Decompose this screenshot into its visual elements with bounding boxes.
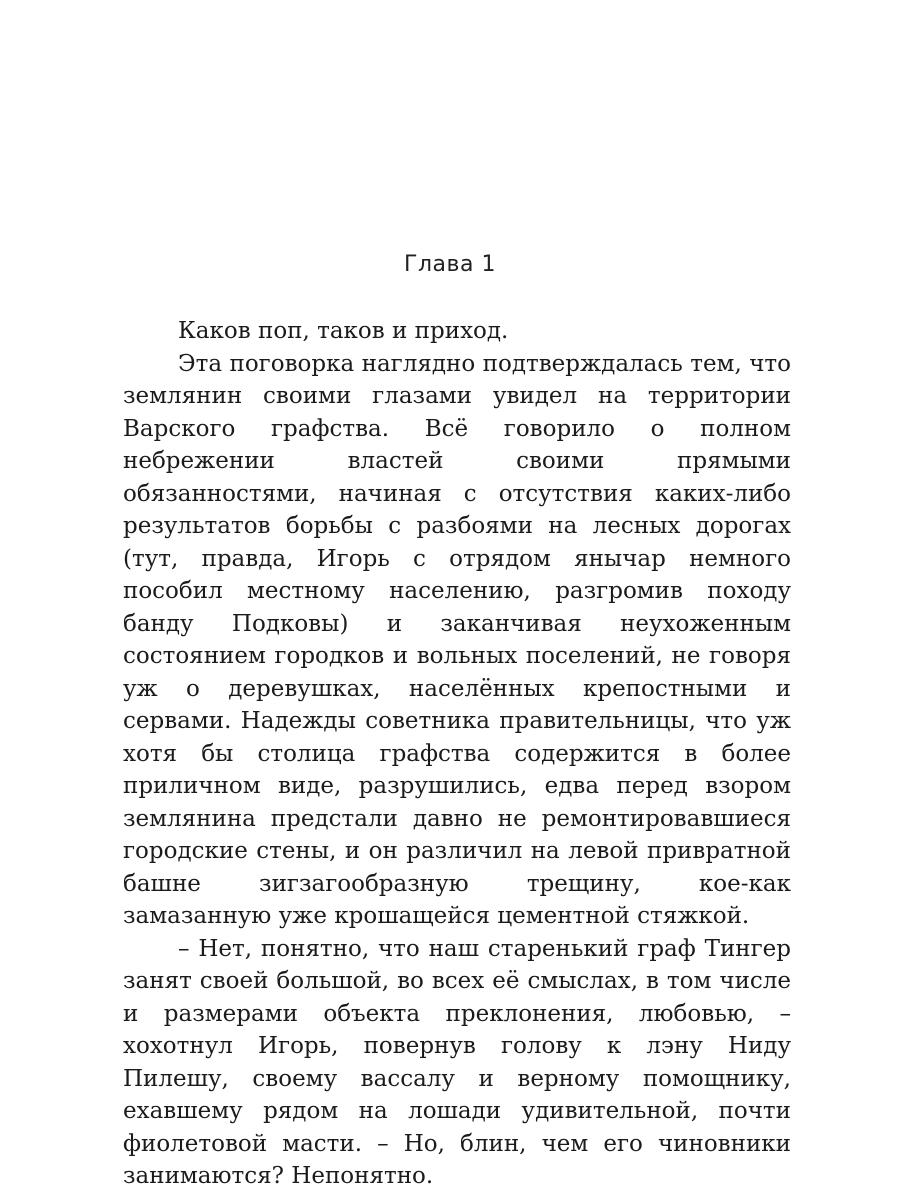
- chapter-title: Глава 1: [404, 252, 496, 277]
- paragraph-2: Эта поговорка наглядно подтверждалась тем, что землянин своими глазами увидел на территории Варского графства. Всё говорило о полном небрежении властей своими прямыми обязанностями, начиная с отсутствия каких-либо результатов борьбы с разбоями на лесных дорогах (тут, правда, Игорь с отрядом янычар немного пособил местному населению, разгромив походу банду Подковы) и заканчивая неухоженным состоянием городков и вольных поселений, не говоря уж о деревушках, населённых крепостными и сервами. Надежды советника правительницы, что уж хотя бы столица графства содержится в более приличном виде, разрушились, едва перед взором землянина предстали давно не ремонтировавшиеся городские стены, и он различил на левой привратной башне зигзагообразную трещину, кое-как замазанную уже крошащейся цементной стяжкой.: [123, 350, 791, 929]
- paragraph-1: Каков поп, таков и приход.: [178, 318, 509, 344]
- paragraph-3: – Нет, понятно, что наш старенький граф Тингер занят своей большой, во всех её смыслах, в том числе и размерами объекта преклонения, любовью, – хохотнул Игорь, повернув голову к лэну Ниду Пилешу, своему вассалу и верному помощнику, ехавшему рядом на лошади удивительной, почти фиолетовой масти. – Но, блин, чем его чиновники занимаются? Непонятно.: [123, 935, 791, 1189]
- chapter-text: [123, 315, 791, 1193]
